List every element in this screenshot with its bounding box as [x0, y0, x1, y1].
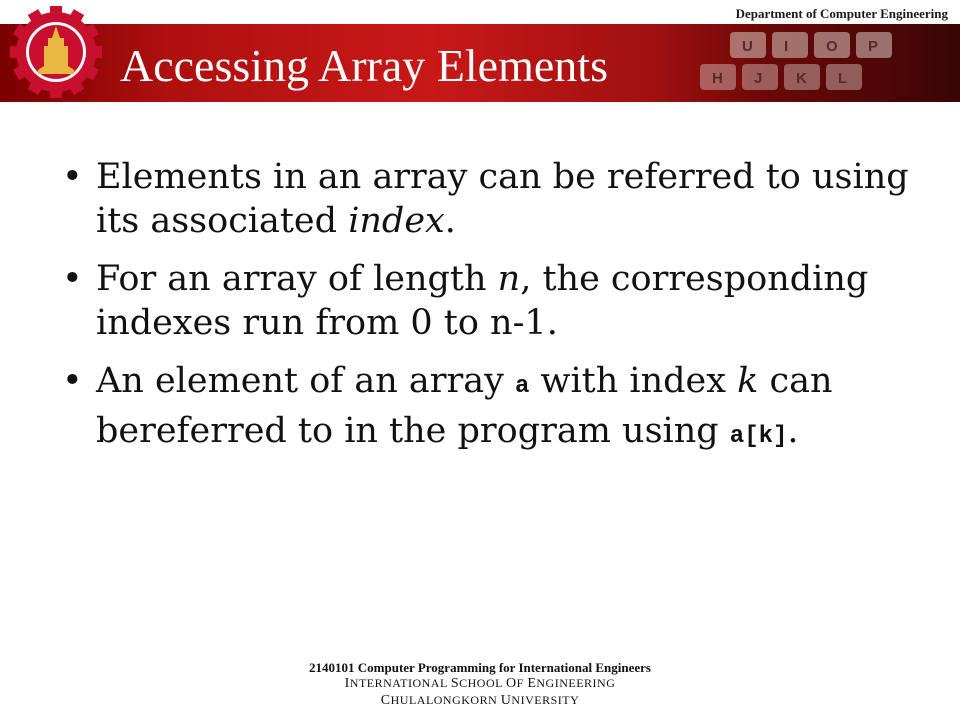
- bullet-text-segment: For an array of length: [96, 259, 498, 299]
- bullet-text-segment: An element of an array: [96, 361, 515, 401]
- bullet-text-segment: n: [497, 259, 521, 299]
- svg-text:U: U: [742, 38, 753, 55]
- keyboard-key: [772, 32, 808, 58]
- university-logo: [8, 4, 104, 100]
- bullet-text-segment: .: [787, 411, 799, 451]
- bullet-text-segment: .: [444, 201, 456, 241]
- svg-text:H: H: [712, 70, 723, 87]
- bullet-item: [60, 359, 940, 459]
- svg-text:L: L: [838, 70, 848, 87]
- svg-text:J: J: [754, 70, 763, 87]
- school-name: INTERNATIONAL SCHOOL OF ENGINEERING: [344, 676, 616, 691]
- bullet-text-segment: k: [737, 361, 759, 401]
- bullet-text-segment: with index: [529, 361, 738, 401]
- slide-header: [0, 0, 960, 103]
- slide-footer: [0, 660, 960, 709]
- slide-title: Accessing Array Elements: [120, 40, 608, 91]
- keyboard-key: [856, 32, 892, 58]
- keyboard-key: [730, 32, 766, 58]
- bullet-text-segment: a[k]: [729, 423, 788, 450]
- bullet-dot: •: [62, 259, 83, 299]
- keyboard-key: [784, 64, 820, 90]
- svg-text:K: K: [796, 70, 807, 87]
- bullet-item: [60, 155, 940, 243]
- keyboard-key: [700, 64, 736, 90]
- university-name: CHULALONGKORN UNIVERSITY: [380, 693, 580, 708]
- bullet-text-segment: , the corresponding indexes run from 0 to n-1.: [96, 259, 869, 343]
- bullet-text-segment: can bereferred to in the program using: [96, 361, 833, 451]
- svg-text:P: P: [868, 38, 879, 55]
- svg-text:O: O: [826, 38, 838, 55]
- bullet-text-segment: index: [348, 201, 445, 241]
- keyboard-image: [690, 24, 960, 102]
- bullet-dot: •: [62, 157, 83, 197]
- keyboard-key: [814, 32, 850, 58]
- keyboard-key: [742, 64, 778, 90]
- bullet-dot: •: [62, 361, 83, 401]
- department-label: Department of Computer Engineering: [735, 6, 948, 21]
- bullet-text-segment: Elements in an array can be referred to using its associated: [96, 157, 909, 241]
- svg-text:I: I: [784, 38, 789, 55]
- course-name: 2140101 Computer Programming for International Engineers: [309, 660, 651, 675]
- bullet-list: [60, 155, 940, 473]
- bullet-item: [60, 257, 940, 345]
- keyboard-key: [826, 64, 862, 90]
- bullet-text-segment: a: [514, 373, 530, 400]
